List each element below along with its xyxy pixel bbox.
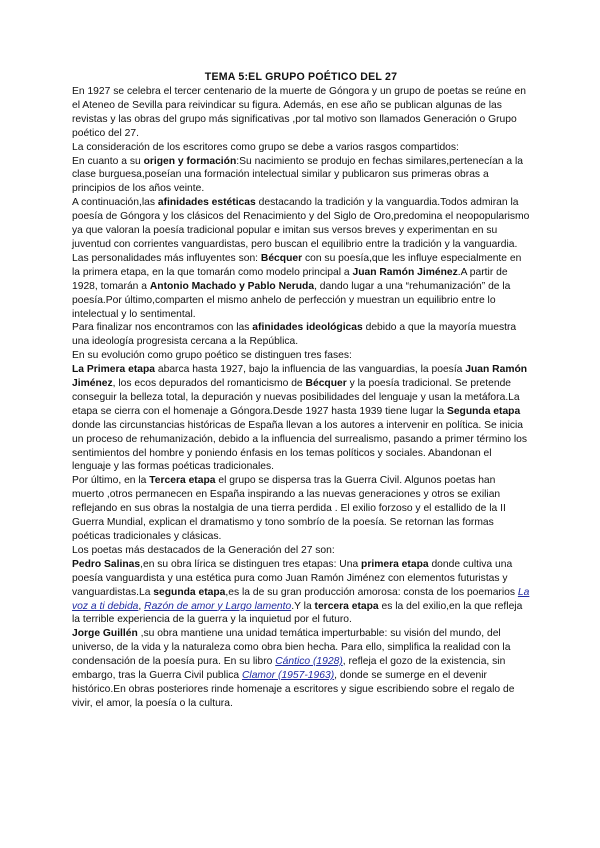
text: , donde se sumerge en el devenir histórico.En obras posteriores rinde homenaje a escritores y sigue escribiendo sobre el regalo de vivir, el amor, la poesía o la cultura. — [72, 670, 515, 709]
bold-term: Segunda etapa — [446, 405, 521, 417]
text: :Su nacimiento se produjo en fechas similares,pertenecían a la clase burguesa,poseían una formación intelectual similar y publicaron sus primeras obras a principios de los años veinte. — [72, 155, 524, 195]
book-title-link[interactable]: La voz a ti debida — [72, 586, 530, 612]
text: , — [138, 600, 145, 612]
bold-term: Jorge Guillén — [72, 628, 138, 640]
text: A continuación,las — [72, 197, 158, 209]
paragraph-group-traits: La consideración de los escritores como grupo se debe a varios rasgos compartidos: — [72, 141, 459, 153]
bold-term: Tercera etapa — [149, 475, 216, 487]
text: .Y la — [291, 600, 315, 612]
text: ,en su obra lírica se distinguen tres etapas: Una — [140, 558, 362, 570]
text: .A partir de 1928, tomarán a — [72, 266, 508, 292]
book-title-link[interactable]: Clamor (1957-1963) — [241, 670, 335, 682]
book-title-link[interactable]: Razón de amor y Largo lamento — [144, 600, 292, 612]
text: Por último, en la — [72, 475, 150, 487]
text: , los ecos depurados del romanticismo de — [112, 378, 306, 390]
text: , refleja el gozo de la existencia, sin embargo, tras la Guerra Civil publica — [72, 656, 506, 682]
paragraph-guillen — [72, 627, 530, 710]
paragraph-stages — [72, 363, 530, 474]
bold-term: segunda etapa — [153, 586, 226, 598]
paragraph-salinas — [72, 558, 530, 628]
text: Para finalizar nos encontramos con las — [72, 322, 253, 334]
text: es la del exilio,en la que refleja la terrible experiencia de la guerra y la inquietud por el futuro. — [72, 600, 523, 626]
page-title: TEMA 5:EL GRUPO POÉTICO DEL 27 — [204, 71, 398, 83]
paragraph-influences — [72, 252, 530, 322]
text: abarca hasta 1927, bajo la influencia de las vanguardias, la poesía — [155, 364, 466, 376]
paragraph-aesthetic — [72, 196, 530, 252]
paragraph-evolution: En su evolución como grupo poético se distinguen tres fases: — [72, 350, 352, 362]
text: , dando lugar a una “rehumanización” de la poesía.Por último,comparten el mismo anhelo de perfección y muestran un equilibrio entre lo intelectual y lo sentimental. — [72, 280, 511, 320]
bold-term: Bécquer — [305, 378, 347, 390]
bold-term: Pedro Salinas — [72, 558, 141, 570]
text: con su poesía,que les influye especialmente en la primera etapa, en la que tomarán como modelo principal a — [72, 252, 522, 278]
text: ,es la de su gran producción amorosa: consta de los poemarios — [225, 586, 518, 598]
bold-term: origen y formación — [143, 155, 237, 167]
text: Las personalidades más influyentes son: — [72, 252, 261, 264]
bold-term: tercera etapa — [314, 600, 379, 612]
text: ,su obra mantiene una unidad temática imperturbable: su visión del mundo, del universo, de la vida y la naturaleza como obra bien hecha. Para ello, simplifica la realidad con la condensación de la poesía pura. En su libro — [72, 628, 511, 668]
paragraph-poets-heading: Los poetas más destacados de la Generación del 27 son: — [72, 544, 335, 556]
bold-term: Bécquer — [260, 252, 303, 264]
bold-term: primera etapa — [361, 558, 429, 570]
bold-term: Juan Ramón Jiménez — [352, 266, 458, 278]
book-title-link[interactable]: Cántico (1928) — [275, 656, 343, 668]
text: donde cultiva una poesía vanguardista y una estética pura como Juan Ramón Jiménez con elementos futuristas y vanguardistas.La — [72, 558, 513, 598]
bold-term: Juan Ramón Jiménez — [72, 364, 528, 390]
paragraph-intro: En 1927 se celebra el tercer centenario de la muerte de Góngora y un grupo de poetas se reúne en el Ateneo de Sevilla para reivindicar su figura. Además, en ese año se publican algunas de las revistas y las obras del grupo más significativas ,por tal motivo son llamados Generación o Grupo poético del 27. — [72, 86, 526, 139]
paragraph-third-stage — [72, 474, 530, 544]
paragraph-origin — [72, 155, 530, 197]
bold-term: La Primera etapa — [72, 364, 155, 376]
text: donde las circunstancias históricas de España llevan a los autores a intervenir en política. Se inicia un proceso de rehumanización, debido a la influencia del surrealismo, pasando a primer término los sentimientos del hombre y poniendo énfasis en los temas políticos y sociales. Abandonan el lenguaje y las formas poéticas tradicionales. — [72, 419, 528, 473]
text: el grupo se dispersa tras la Guerra Civil. Algunos poetas han muerto ,otros permanecen en España inspirando a las nuevas generaciones y otros se exilian reflejando en sus obras la nostalgia de una tierra perdida . El exilio forzoso y el estallido de la II Guerra Mundial, explican el dramatismo y tono sombrío de la poesía. Se retornan las formas poéticas tradicionales y clásicas. — [72, 475, 506, 542]
text: destacando la tradición y la vanguardia.Todos admiran la poesía de Góngora y los clásicos del Renacimiento y del Siglo de Oro,predomina el neopopularismo ya que valoran la poesía tradicional popular e imitan sus versos breves y experimentan en su juventud con corrientes vanguardistas, pero buscan el equilibrio entre la tradición y la vanguardia. — [72, 197, 530, 250]
text: En cuanto a su — [72, 155, 144, 167]
bold-term: Antonio Machado y Pablo Neruda — [149, 280, 315, 292]
text: y la poesía tradicional. Se pretende conseguir la belleza total, la depuración y nuevas posibilidades del lenguaje y usan la metáfora.La etapa se cierra con el homenaje a Góngora.Desde 1927 hasta 1939 tiene lugar la — [72, 378, 520, 417]
bold-term: afinidades estéticas — [157, 197, 256, 209]
bold-term: afinidades ideológicas — [252, 322, 363, 334]
text: debido a que la mayoría muestra una ideología progresista cercana a la República. — [72, 322, 517, 348]
paragraph-ideology — [72, 321, 530, 349]
